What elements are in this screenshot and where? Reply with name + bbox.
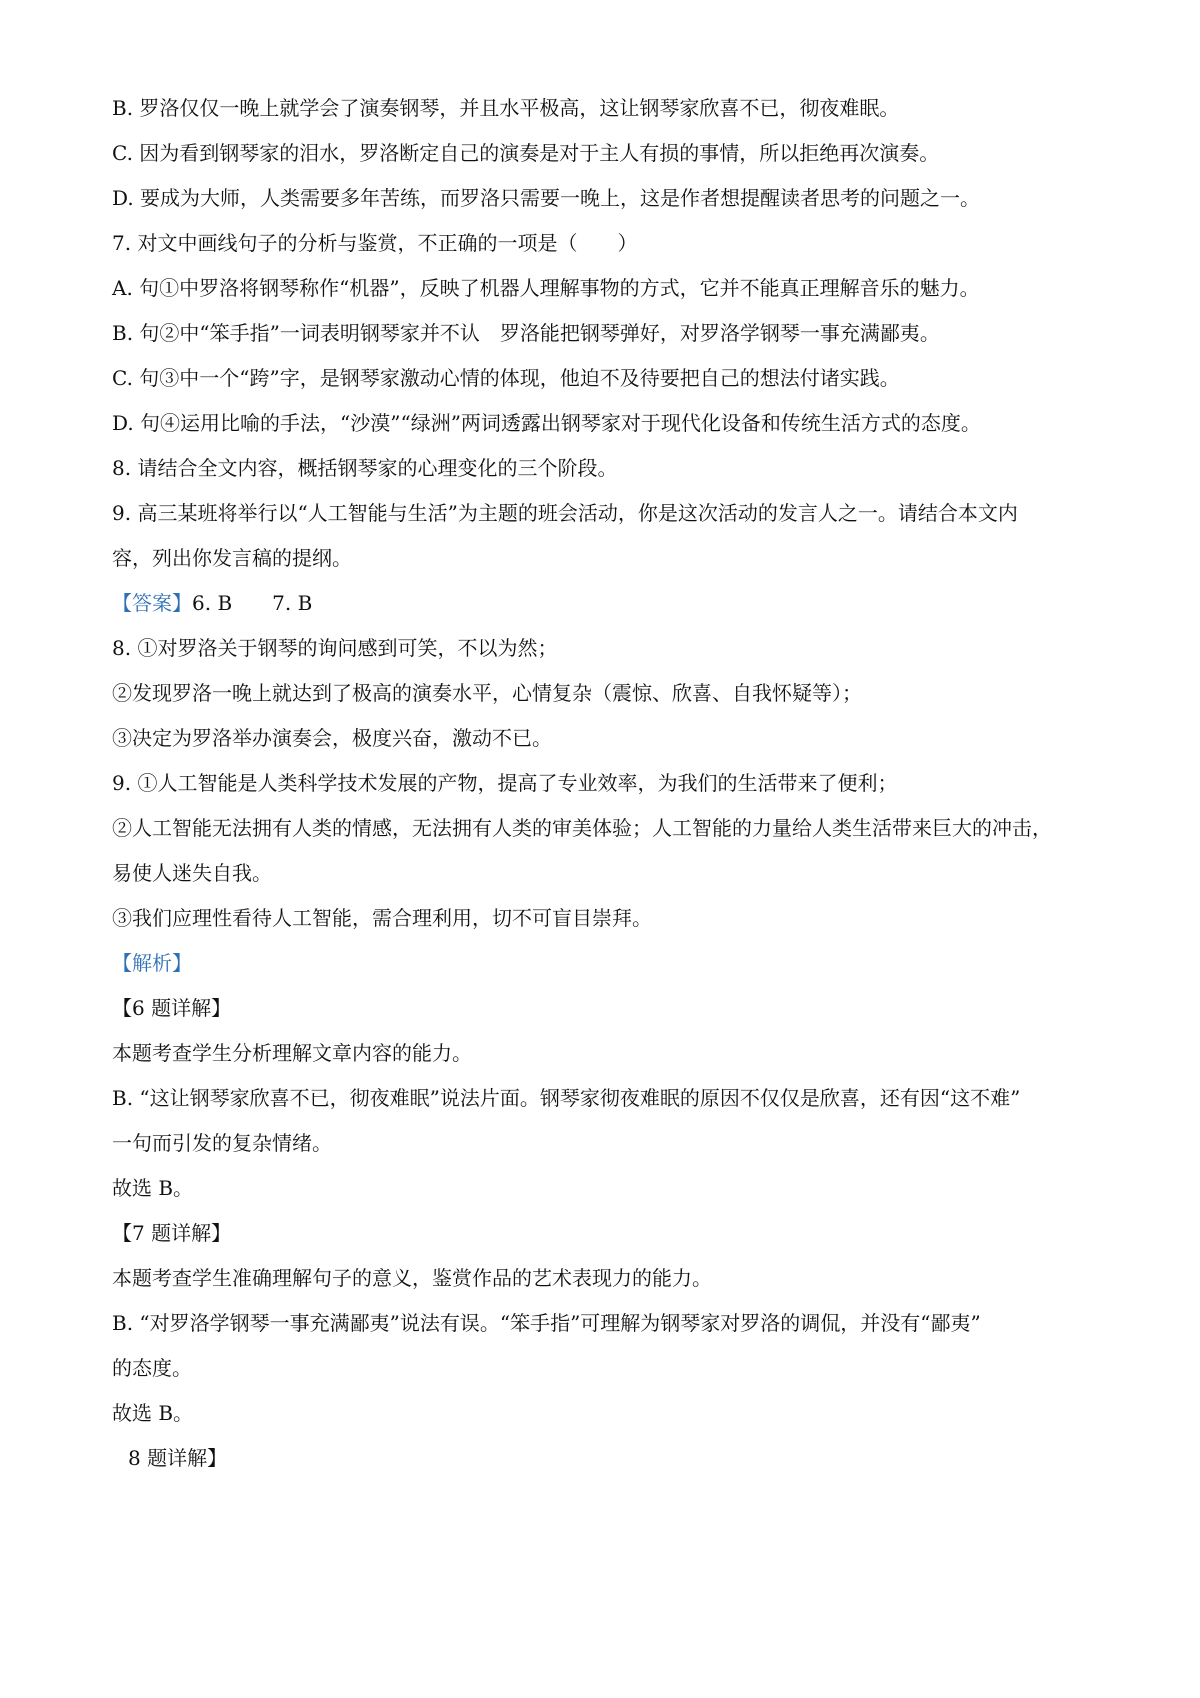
detail-6-explain-cont: 一句而引发的复杂情绪。 (112, 1131, 332, 1155)
detail-7-intro: 本题考查学生准确理解句子的意义，鉴赏作品的艺术表现力的能力。 (112, 1266, 712, 1290)
detail-6-heading: 【6 题详解】 (112, 996, 232, 1020)
option-d-7: D. 句④运用比喻的手法，“沙漠”“绿洲”两词透露出钢琴家对于现代化设备和传统生活方式的态度。 (112, 411, 981, 435)
detail-7-choice: 故选 B。 (112, 1401, 194, 1425)
answer-9-2-cont: 易使人迷失自我。 (112, 861, 272, 885)
detail-6-intro: 本题考查学生分析理解文章内容的能力。 (112, 1041, 472, 1065)
detail-6-explain: B. “这让钢琴家欣喜不已，彻夜难眠”说法片面。钢琴家彻夜难眠的原因不仅仅是欣喜，还有因“这不难” (112, 1086, 1021, 1110)
detail-7-heading: 【7 题详解】 (112, 1221, 232, 1245)
option-b-6: B. 罗洛仅仅一晚上就学会了演奏钢琴，并且水平极高，这让钢琴家欣喜不已，彻夜难眠。 (112, 96, 900, 120)
option-b-7: B. 句②中“笨手指”一词表明钢琴家并不认 罗洛能把钢琴弹好，对罗洛学钢琴一事充满鄙夷。 (112, 321, 940, 345)
answer-8-3: ③决定为罗洛举办演奏会，极度兴奋，激动不已。 (112, 726, 552, 750)
answer-9-3: ③我们应理性看待人工智能，需合理利用，切不可盲目崇拜。 (112, 906, 652, 930)
answer-8-2: ②发现罗洛一晚上就达到了极高的演奏水平，心情复杂（震惊、欣喜、自我怀疑等）； (112, 681, 862, 705)
option-c-6: C. 因为看到钢琴家的泪水，罗洛断定自己的演奏是对于主人有损的事情，所以拒绝再次演奏。 (112, 141, 940, 165)
option-c-7: C. 句③中一个“跨”字，是钢琴家激动心情的体现，他迫不及待要把自己的想法付诸实践。 (112, 366, 900, 390)
option-a-7: A. 句①中罗洛将钢琴称作“机器”，反映了机器人理解事物的方式，它并不能真正理解音乐的魅力。 (112, 276, 980, 300)
detail-6-choice: 故选 B。 (112, 1176, 194, 1200)
answer-line (112, 589, 1112, 617)
answer-label: 【答案】 (112, 591, 192, 615)
answer-8-1: 8. ①对罗洛关于钢琴的询问感到可笑，不以为然； (112, 636, 558, 660)
question-9: 9. 高三某班将举行以“人工智能与生活”为主题的班会活动，你是这次活动的发言人之一。请结合本文内 (112, 501, 1018, 525)
question-7: 7. 对文中画线句子的分析与鉴赏，不正确的一项是（ ） (112, 231, 638, 255)
detail-7-explain: B. “对罗洛学钢琴一事充满鄙夷”说法有误。“笨手指”可理解为钢琴家对罗洛的调侃，并没有“鄙夷” (112, 1311, 981, 1335)
answer-9-1: 9. ①人工智能是人类科学技术发展的产物，提高了专业效率，为我们的生活带来了便利； (112, 771, 898, 795)
answer-9-2: ②人工智能无法拥有人类的情感，无法拥有人类的审美体验；人工智能的力量给人类生活带来巨大的冲击， (112, 816, 1052, 840)
detail-8-heading: 8 题详解】 (128, 1446, 228, 1470)
answer-text: 6. B 7. B (192, 591, 313, 615)
detail-7-explain-cont: 的态度。 (112, 1356, 192, 1380)
option-d-6: D. 要成为大师，人类需要多年苦练，而罗洛只需要一晚上，这是作者想提醒读者思考的问题之一。 (112, 186, 981, 210)
analysis-label: 【解析】 (112, 951, 192, 975)
question-9-cont: 容，列出你发言稿的提纲。 (112, 546, 352, 570)
question-8: 8. 请结合全文内容，概括钢琴家的心理变化的三个阶段。 (112, 456, 618, 480)
